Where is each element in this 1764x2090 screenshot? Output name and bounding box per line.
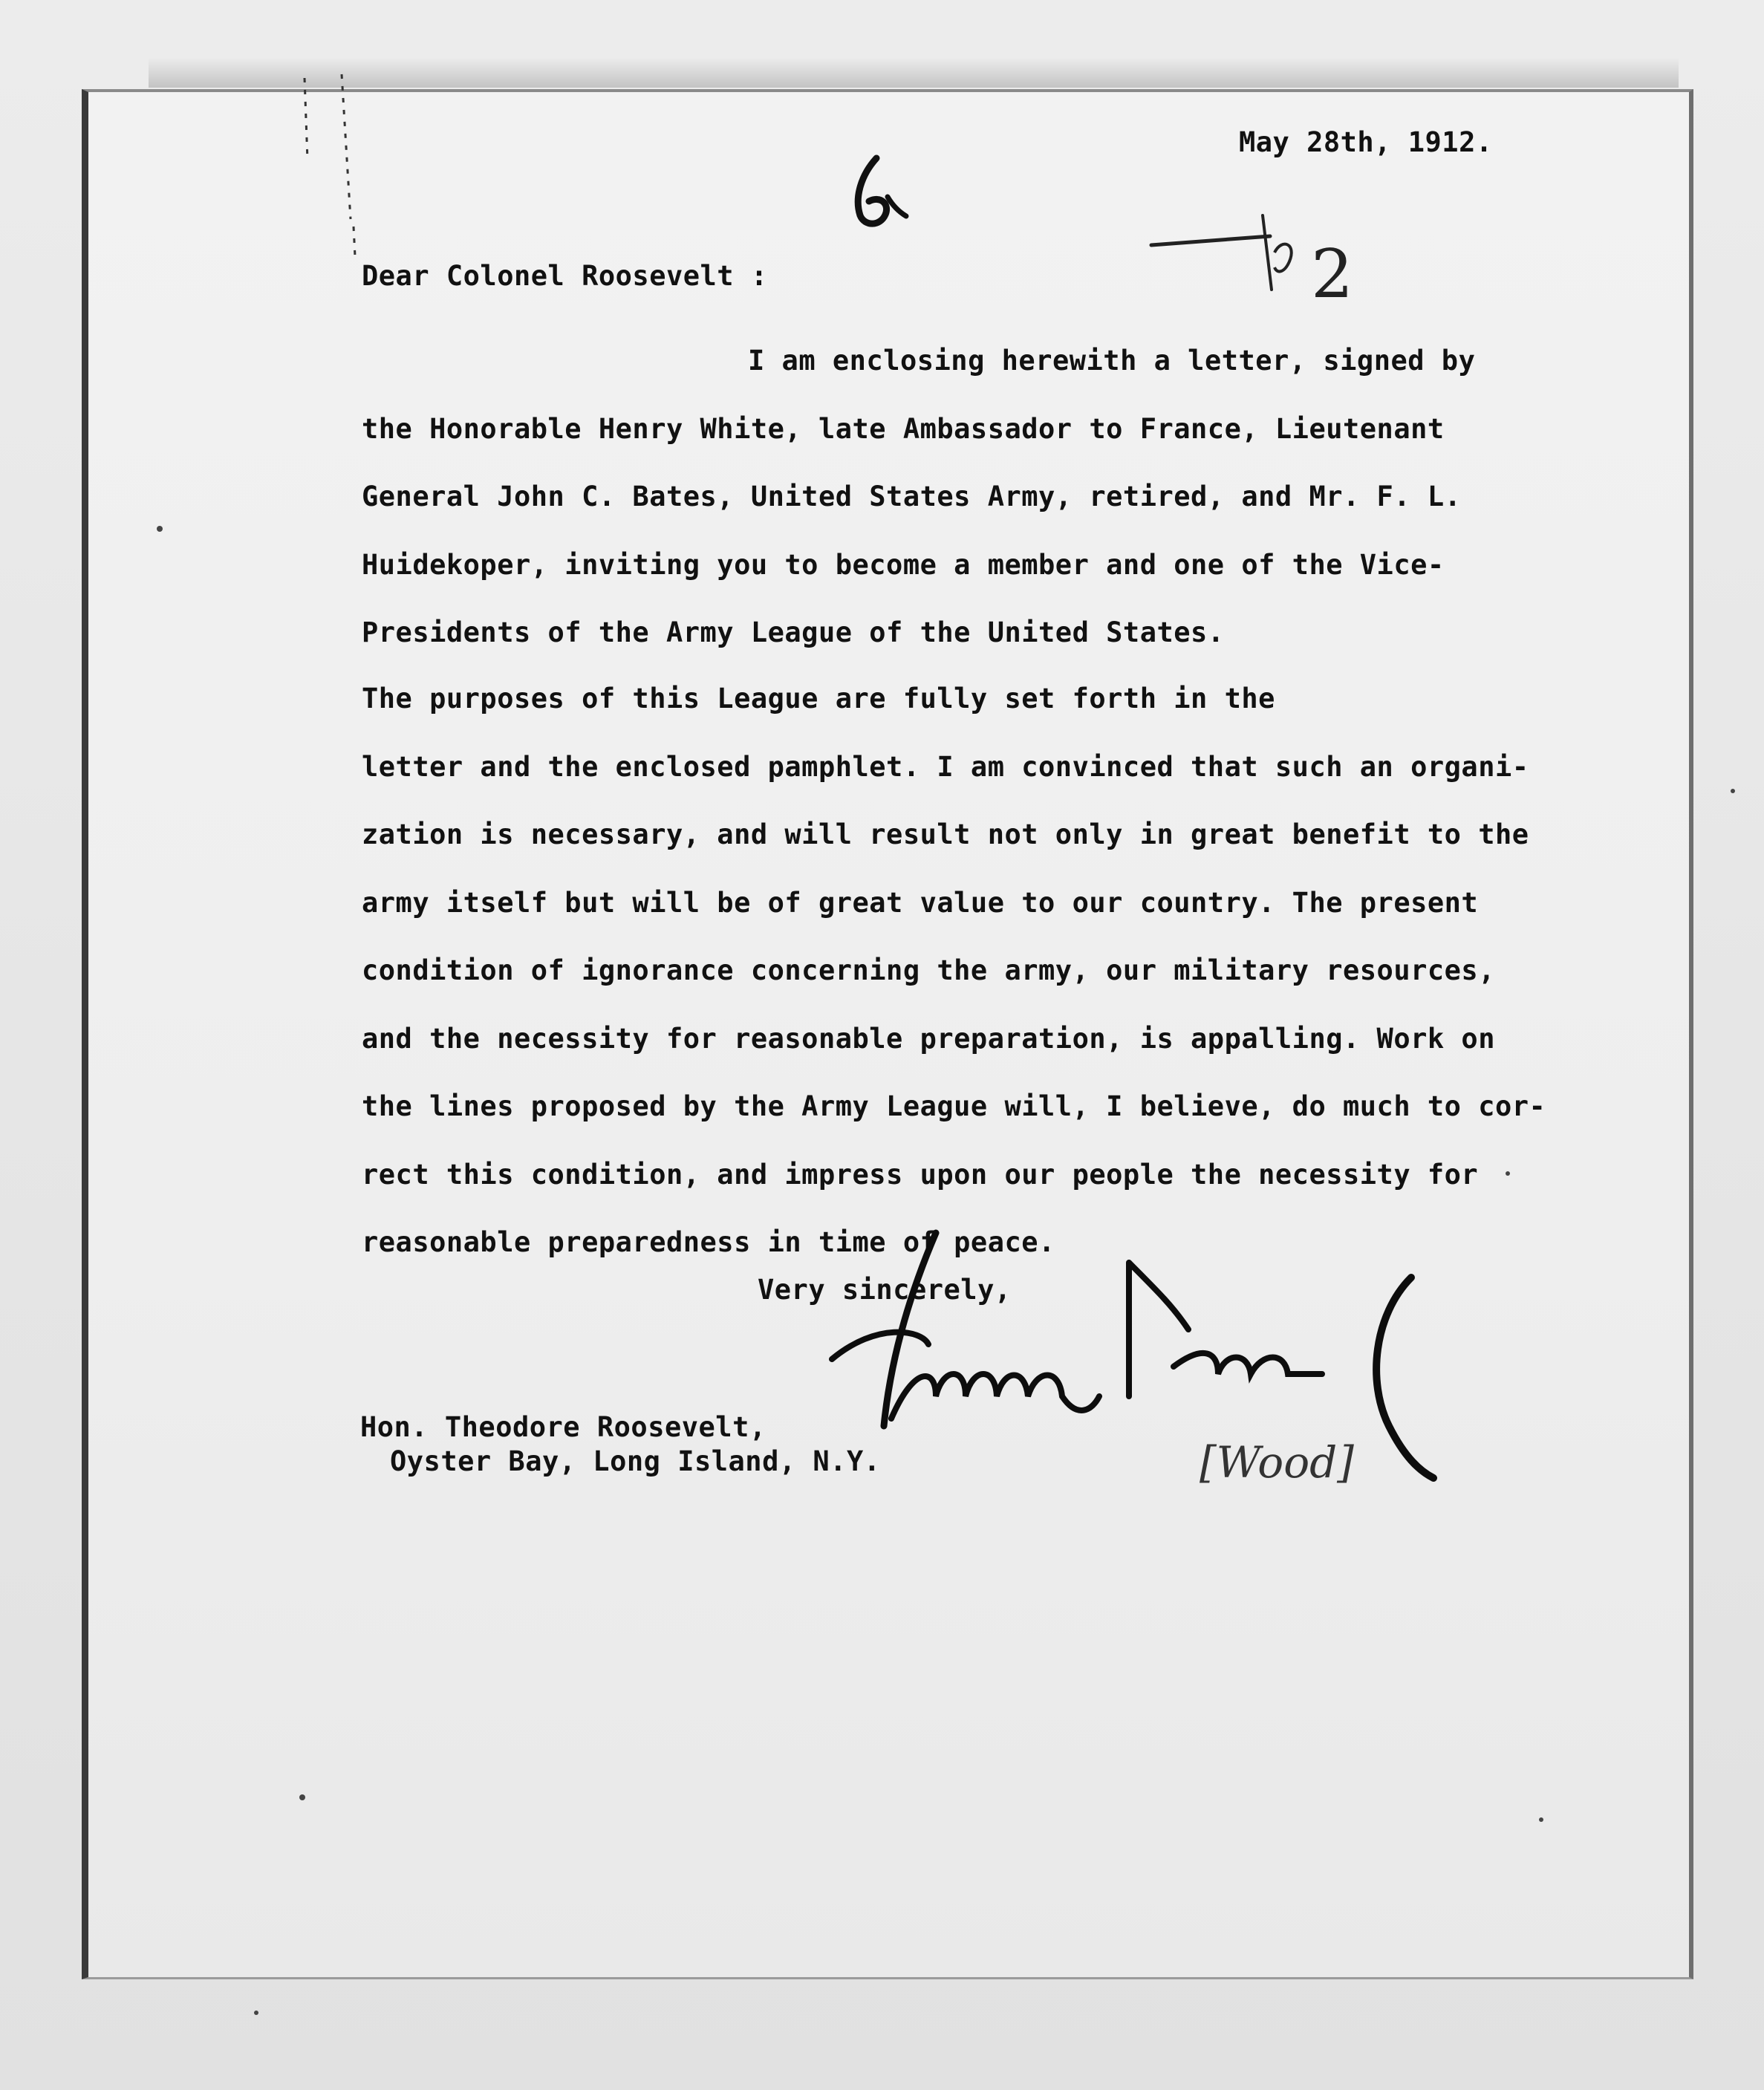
recipient-address: Oyster Bay, Long Island, N.Y. (390, 1445, 881, 1477)
salutation: Dear Colonel Roosevelt : (362, 260, 768, 292)
paragraph-1-line: Huidekoper, inviting you to become a member and one of the Vice- (362, 548, 1445, 581)
paragraph-1-line: Presidents of the Army League of the United States. (362, 616, 1225, 648)
paragraph-1-line: the Honorable Henry White, late Ambassador to France, Lieutenant (362, 412, 1445, 445)
paragraph-1-line: General John C. Bates, United States Army, retired, and Mr. F. L. (362, 481, 1462, 512)
paragraph-2-line: zation is necessary, and will result not only in great benefit to the (362, 818, 1529, 850)
paragraph-2-line: the lines proposed by the Army League will, I believe, do much to cor- (362, 1090, 1546, 1122)
recipient-name: Hon. Theodore Roosevelt, (360, 1411, 767, 1443)
paragraph-2-line: and the necessity for reasonable preparation, is appalling. Work on (362, 1022, 1495, 1055)
signature-note: [Wood] (1200, 1437, 1354, 1488)
paragraph-2-line: army itself but will be of great value to our country. The present (362, 886, 1479, 919)
paragraph-2-line: reasonable preparedness in time of peace. (362, 1226, 1055, 1258)
paragraph-2-line: rect this condition, and impress upon our people the necessity for (362, 1158, 1479, 1191)
corner-mark-number: 2 (1311, 235, 1354, 312)
paragraph-2-line: condition of ignorance concerning the army, our military resources, (362, 954, 1495, 986)
paragraph-2-line: The purposes of this League are fully set forth in the (362, 683, 1275, 714)
paragraph-2-line: letter and the enclosed pamphlet. I am convinced that such an organi- (362, 750, 1529, 783)
closing: Very sincerely, (758, 1274, 1012, 1306)
paragraph-1-line: I am enclosing herewith a letter, signed by (748, 345, 1476, 377)
letter-date: May 28th, 1912. (1239, 126, 1493, 158)
